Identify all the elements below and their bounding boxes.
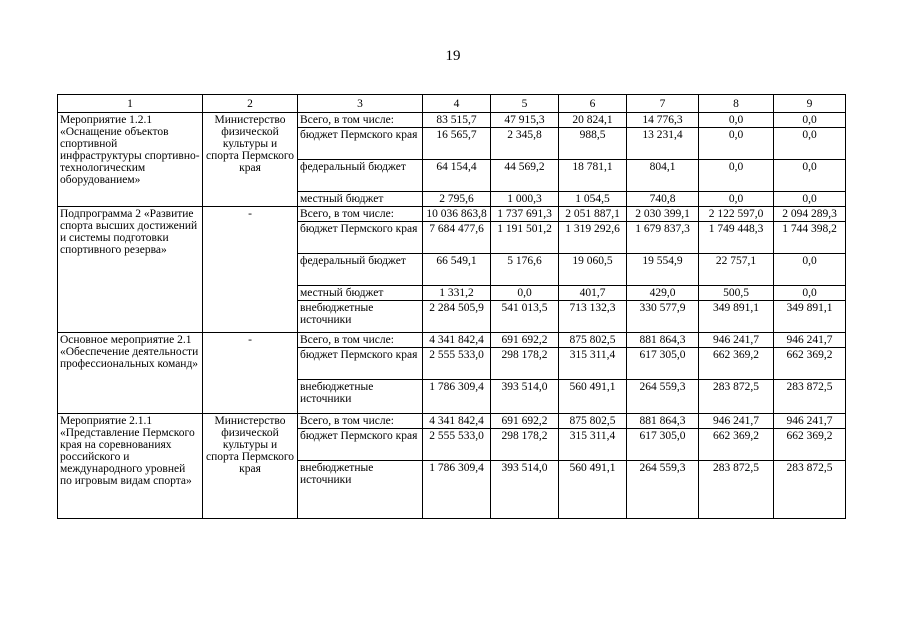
executor: - xyxy=(203,207,298,333)
value-cell: 44 569,2 xyxy=(491,160,559,192)
value-cell: 617 305,0 xyxy=(627,348,699,380)
value-cell: 47 915,3 xyxy=(491,113,559,128)
budget-table xyxy=(57,94,846,519)
value-cell: 283 872,5 xyxy=(699,461,774,519)
value-cell: 283 872,5 xyxy=(774,380,846,414)
value-cell: 16 565,7 xyxy=(423,128,491,160)
page-number: 19 xyxy=(445,48,461,64)
value-cell: 401,7 xyxy=(559,286,627,301)
value-cell: 881 864,3 xyxy=(627,414,699,429)
value-cell: 662 369,2 xyxy=(774,348,846,380)
value-cell: 1 054,5 xyxy=(559,192,627,207)
executor: - xyxy=(203,333,298,414)
value-cell: 804,1 xyxy=(627,160,699,192)
program-name: Подпрограмма 2 «Развитие спорта высших достижений и системы подготовки спортивного резерва» xyxy=(58,207,203,333)
funding-source: бюджет Пермского края xyxy=(298,128,423,160)
value-cell: 500,5 xyxy=(699,286,774,301)
value-cell: 393 514,0 xyxy=(491,380,559,414)
value-cell: 1 191 501,2 xyxy=(491,222,559,254)
value-cell: 64 154,4 xyxy=(423,160,491,192)
value-cell: 946 241,7 xyxy=(699,333,774,348)
executor: Министерство физической культуры и спорта Пермского края xyxy=(203,414,298,519)
value-cell: 0,0 xyxy=(699,128,774,160)
value-cell: 2 345,8 xyxy=(491,128,559,160)
column-header: 7 xyxy=(627,95,699,113)
funding-source: местный бюджет xyxy=(298,192,423,207)
value-cell: 283 872,5 xyxy=(699,380,774,414)
column-number-row xyxy=(58,95,846,113)
value-cell: 4 341 842,4 xyxy=(423,414,491,429)
value-cell: 713 132,3 xyxy=(559,301,627,333)
funding-source: федеральный бюджет xyxy=(298,254,423,286)
funding-source: внебюджетные источники xyxy=(298,301,423,333)
value-cell: 691 692,2 xyxy=(491,333,559,348)
value-cell: 2 555 533,0 xyxy=(423,429,491,461)
value-cell: 264 559,3 xyxy=(627,461,699,519)
funding-source: внебюджетные источники xyxy=(298,380,423,414)
value-cell: 298 178,2 xyxy=(491,348,559,380)
value-cell: 2 051 887,1 xyxy=(559,207,627,222)
table-row xyxy=(58,113,846,128)
column-header: 1 xyxy=(58,95,203,113)
program-name: Мероприятие 2.1.1 «Представление Пермского края на соревнованиях российского и международного уровней по игровым видам спорта» xyxy=(58,414,203,519)
value-cell: 0,0 xyxy=(699,160,774,192)
table-row xyxy=(58,207,846,222)
value-cell: 0,0 xyxy=(774,128,846,160)
value-cell: 881 864,3 xyxy=(627,333,699,348)
value-cell: 1 749 448,3 xyxy=(699,222,774,254)
value-cell: 298 178,2 xyxy=(491,429,559,461)
value-cell: 560 491,1 xyxy=(559,461,627,519)
value-cell: 315 311,4 xyxy=(559,348,627,380)
value-cell: 0,0 xyxy=(491,286,559,301)
value-cell: 1 786 309,4 xyxy=(423,461,491,519)
value-cell: 2 795,6 xyxy=(423,192,491,207)
program-name: Мероприятие 1.2.1 «Оснащение объектов спортивной инфраструктуры спортивно-технологическим оборудованием» xyxy=(58,113,203,207)
value-cell: 264 559,3 xyxy=(627,380,699,414)
value-cell: 740,8 xyxy=(627,192,699,207)
value-cell: 2 555 533,0 xyxy=(423,348,491,380)
value-cell: 2 094 289,3 xyxy=(774,207,846,222)
funding-source: местный бюджет xyxy=(298,286,423,301)
value-cell: 2 030 399,1 xyxy=(627,207,699,222)
value-cell: 0,0 xyxy=(774,254,846,286)
value-cell: 429,0 xyxy=(627,286,699,301)
value-cell: 1 319 292,6 xyxy=(559,222,627,254)
value-cell: 0,0 xyxy=(774,160,846,192)
table-row xyxy=(58,414,846,429)
value-cell: 315 311,4 xyxy=(559,429,627,461)
funding-source: бюджет Пермского края xyxy=(298,429,423,461)
value-cell: 0,0 xyxy=(699,192,774,207)
value-cell: 18 781,1 xyxy=(559,160,627,192)
value-cell: 4 341 842,4 xyxy=(423,333,491,348)
value-cell: 0,0 xyxy=(774,113,846,128)
value-cell: 349 891,1 xyxy=(774,301,846,333)
funding-source: Всего, в том числе: xyxy=(298,113,423,128)
value-cell: 10 036 863,8 xyxy=(423,207,491,222)
value-cell: 988,5 xyxy=(559,128,627,160)
funding-source: федеральный бюджет xyxy=(298,160,423,192)
funding-source: Всего, в том числе: xyxy=(298,414,423,429)
value-cell: 946 241,7 xyxy=(774,414,846,429)
value-cell: 5 176,6 xyxy=(491,254,559,286)
value-cell: 330 577,9 xyxy=(627,301,699,333)
value-cell: 662 369,2 xyxy=(774,429,846,461)
value-cell: 2 284 505,9 xyxy=(423,301,491,333)
value-cell: 2 122 597,0 xyxy=(699,207,774,222)
value-cell: 66 549,1 xyxy=(423,254,491,286)
value-cell: 1 000,3 xyxy=(491,192,559,207)
value-cell: 691 692,2 xyxy=(491,414,559,429)
value-cell: 14 776,3 xyxy=(627,113,699,128)
value-cell: 0,0 xyxy=(774,286,846,301)
value-cell: 946 241,7 xyxy=(774,333,846,348)
value-cell: 0,0 xyxy=(699,113,774,128)
value-cell: 19 060,5 xyxy=(559,254,627,286)
program-name: Основное мероприятие 2.1 «Обеспечение деятельности профессиональных команд» xyxy=(58,333,203,414)
column-header: 4 xyxy=(423,95,491,113)
value-cell: 560 491,1 xyxy=(559,380,627,414)
column-header: 6 xyxy=(559,95,627,113)
funding-source: бюджет Пермского края xyxy=(298,348,423,380)
value-cell: 662 369,2 xyxy=(699,429,774,461)
value-cell: 1 679 837,3 xyxy=(627,222,699,254)
value-cell: 875 802,5 xyxy=(559,333,627,348)
value-cell: 349 891,1 xyxy=(699,301,774,333)
value-cell: 20 824,1 xyxy=(559,113,627,128)
column-header: 5 xyxy=(491,95,559,113)
value-cell: 1 786 309,4 xyxy=(423,380,491,414)
value-cell: 7 684 477,6 xyxy=(423,222,491,254)
value-cell: 1 737 691,3 xyxy=(491,207,559,222)
value-cell: 617 305,0 xyxy=(627,429,699,461)
funding-source: Всего, в том числе: xyxy=(298,333,423,348)
value-cell: 283 872,5 xyxy=(774,461,846,519)
column-header: 2 xyxy=(203,95,298,113)
funding-source: бюджет Пермского края xyxy=(298,222,423,254)
value-cell: 19 554,9 xyxy=(627,254,699,286)
funding-source: внебюджетные источники xyxy=(298,461,423,519)
value-cell: 875 802,5 xyxy=(559,414,627,429)
executor: Министерство физической культуры и спорта Пермского края xyxy=(203,113,298,207)
value-cell: 541 013,5 xyxy=(491,301,559,333)
value-cell: 1 331,2 xyxy=(423,286,491,301)
value-cell: 393 514,0 xyxy=(491,461,559,519)
funding-source: Всего, в том числе: xyxy=(298,207,423,222)
value-cell: 1 744 398,2 xyxy=(774,222,846,254)
value-cell: 22 757,1 xyxy=(699,254,774,286)
table-row xyxy=(58,333,846,348)
column-header: 9 xyxy=(774,95,846,113)
value-cell: 662 369,2 xyxy=(699,348,774,380)
value-cell: 946 241,7 xyxy=(699,414,774,429)
value-cell: 83 515,7 xyxy=(423,113,491,128)
value-cell: 13 231,4 xyxy=(627,128,699,160)
column-header: 3 xyxy=(298,95,423,113)
value-cell: 0,0 xyxy=(774,192,846,207)
column-header: 8 xyxy=(699,95,774,113)
